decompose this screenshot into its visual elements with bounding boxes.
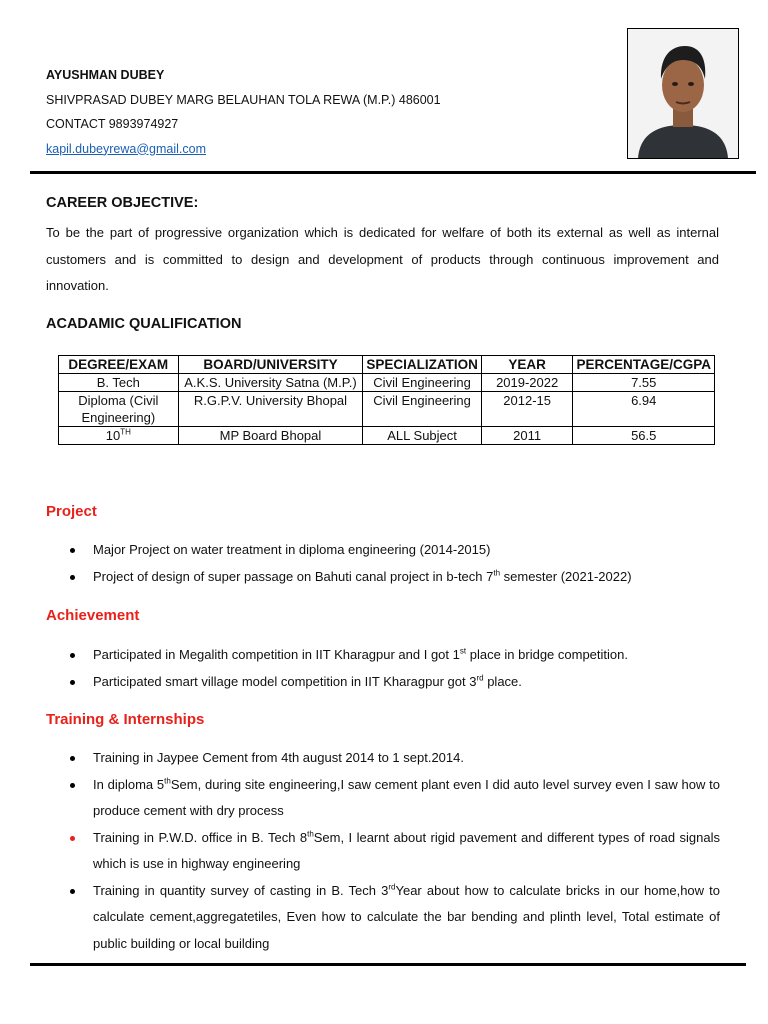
bullet-icon xyxy=(70,836,75,841)
table-cell: ALL Subject xyxy=(363,427,482,445)
email-link[interactable]: kapil.dubeyrewa@gmail.com xyxy=(46,141,206,156)
table-cell: Diploma (Civil Engineering) xyxy=(59,392,179,427)
table-cell: B. Tech xyxy=(59,374,179,392)
table-cell: 2011 xyxy=(481,427,573,445)
item-text: Major Project on water treatment in diploma engineering (2014-2015) xyxy=(93,542,491,557)
list-item xyxy=(46,772,720,825)
table-cell xyxy=(59,427,179,445)
list-item xyxy=(46,745,720,772)
bullet-icon xyxy=(70,653,75,658)
table-cell: Civil Engineering xyxy=(363,392,482,427)
degree-text: 10 xyxy=(105,428,121,443)
bullet-icon xyxy=(70,548,75,553)
training-list xyxy=(46,745,720,957)
table-row xyxy=(59,427,715,445)
bullet-icon xyxy=(70,889,75,894)
item-text: Participated smart village model competition in IIT Kharagpur got 3 xyxy=(93,673,477,689)
item-text: Participated in Megalith competition in IIT Kharagpur and I got 1 xyxy=(93,647,460,662)
career-heading: CAREER OBJECTIVE: xyxy=(46,195,199,211)
career-text: To be the part of progressive organization which is dedicated for welfare of both its external as well as internal customers and is committed to design and development of products through continuous improvement and innovation. xyxy=(46,225,719,293)
achievement-heading: Achievement xyxy=(46,607,140,624)
contact-line: CONTACT 9893974927 xyxy=(46,117,179,131)
item-text: Year about how to calculate bricks in our home,how to calculate cement,aggregatetiles, Even how to calculate the bar bending and plinth level, Total estimate of public building or local building xyxy=(93,882,720,951)
superscript: th xyxy=(164,776,171,786)
item-text: Training in Jaypee Cement from 4th august 2014 to 1 sept.2014. xyxy=(93,750,464,765)
column-header: YEAR xyxy=(481,356,573,374)
achievement-list xyxy=(46,642,720,695)
candidate-name: AYUSHMAN DUBEY xyxy=(46,68,165,82)
table-header-row xyxy=(59,356,715,374)
item-text: semester (2021-2022) xyxy=(500,568,632,584)
superscript: th xyxy=(493,568,501,578)
bullet-icon xyxy=(70,575,75,580)
training-heading: Training & Internships xyxy=(46,711,205,728)
table-cell: R.G.P.V. University Bhopal xyxy=(178,392,363,427)
item-text: Sem, I learnt about rigid pavement and different types of road signals which is use in highway engineering xyxy=(93,829,720,871)
table-cell: Civil Engineering xyxy=(363,374,482,392)
column-header: SPECIALIZATION xyxy=(363,356,482,374)
superscript: rd xyxy=(476,673,484,683)
bullet-icon xyxy=(70,756,75,761)
footer-divider xyxy=(30,963,746,966)
column-header: DEGREE/EXAM xyxy=(59,356,179,374)
list-item xyxy=(46,669,720,696)
list-item xyxy=(46,642,720,669)
table-cell: 2012-15 xyxy=(481,392,573,427)
contact-block xyxy=(46,68,606,166)
superscript: TH xyxy=(120,427,131,437)
column-header: PERCENTAGE/CGPA xyxy=(573,356,715,374)
profile-photo xyxy=(627,28,739,159)
table-row xyxy=(59,392,715,427)
address-line: SHIVPRASAD DUBEY MARG BELAUHAN TOLA REWA (M.P.) 486001 xyxy=(46,92,441,107)
list-item xyxy=(46,825,720,878)
table-cell: A.K.S. University Satna (M.P.) xyxy=(178,374,363,392)
project-list xyxy=(46,537,720,590)
item-text: Training in quantity survey of casting in B. Tech 3 xyxy=(93,882,389,898)
superscript: rd xyxy=(388,882,396,892)
list-item xyxy=(46,564,720,591)
bullet-icon xyxy=(70,680,75,685)
table-cell: MP Board Bhopal xyxy=(178,427,363,445)
superscript: th xyxy=(307,829,314,839)
item-text: place in bridge competition. xyxy=(466,647,628,662)
table-cell: 6.94 xyxy=(573,392,715,427)
table-cell: 2019-2022 xyxy=(481,374,573,392)
list-item xyxy=(46,537,720,564)
table-row xyxy=(59,374,715,392)
superscript: st xyxy=(459,646,467,656)
item-text: In diploma 5 xyxy=(93,776,165,792)
item-text: place. xyxy=(483,673,522,689)
person-photo-icon xyxy=(628,29,738,158)
column-header: BOARD/UNIVERSITY xyxy=(178,356,363,374)
project-heading: Project xyxy=(46,503,97,520)
academic-heading: ACADAMIC QUALIFICATION xyxy=(46,316,242,332)
item-text: Sem, during site engineering,I saw cement plant even I did auto level survey even I saw how to produce cement with dry process xyxy=(93,776,721,818)
item-text: Training in P.W.D. office in B. Tech 8 xyxy=(93,829,308,845)
header-divider xyxy=(30,171,756,174)
table-cell: 56.5 xyxy=(573,427,715,445)
qualification-table xyxy=(58,355,715,445)
item-text: Project of design of super passage on Bahuti canal project in b-tech 7 xyxy=(93,568,494,584)
list-item xyxy=(46,878,720,958)
table-cell: 7.55 xyxy=(573,374,715,392)
bullet-icon xyxy=(70,783,75,788)
